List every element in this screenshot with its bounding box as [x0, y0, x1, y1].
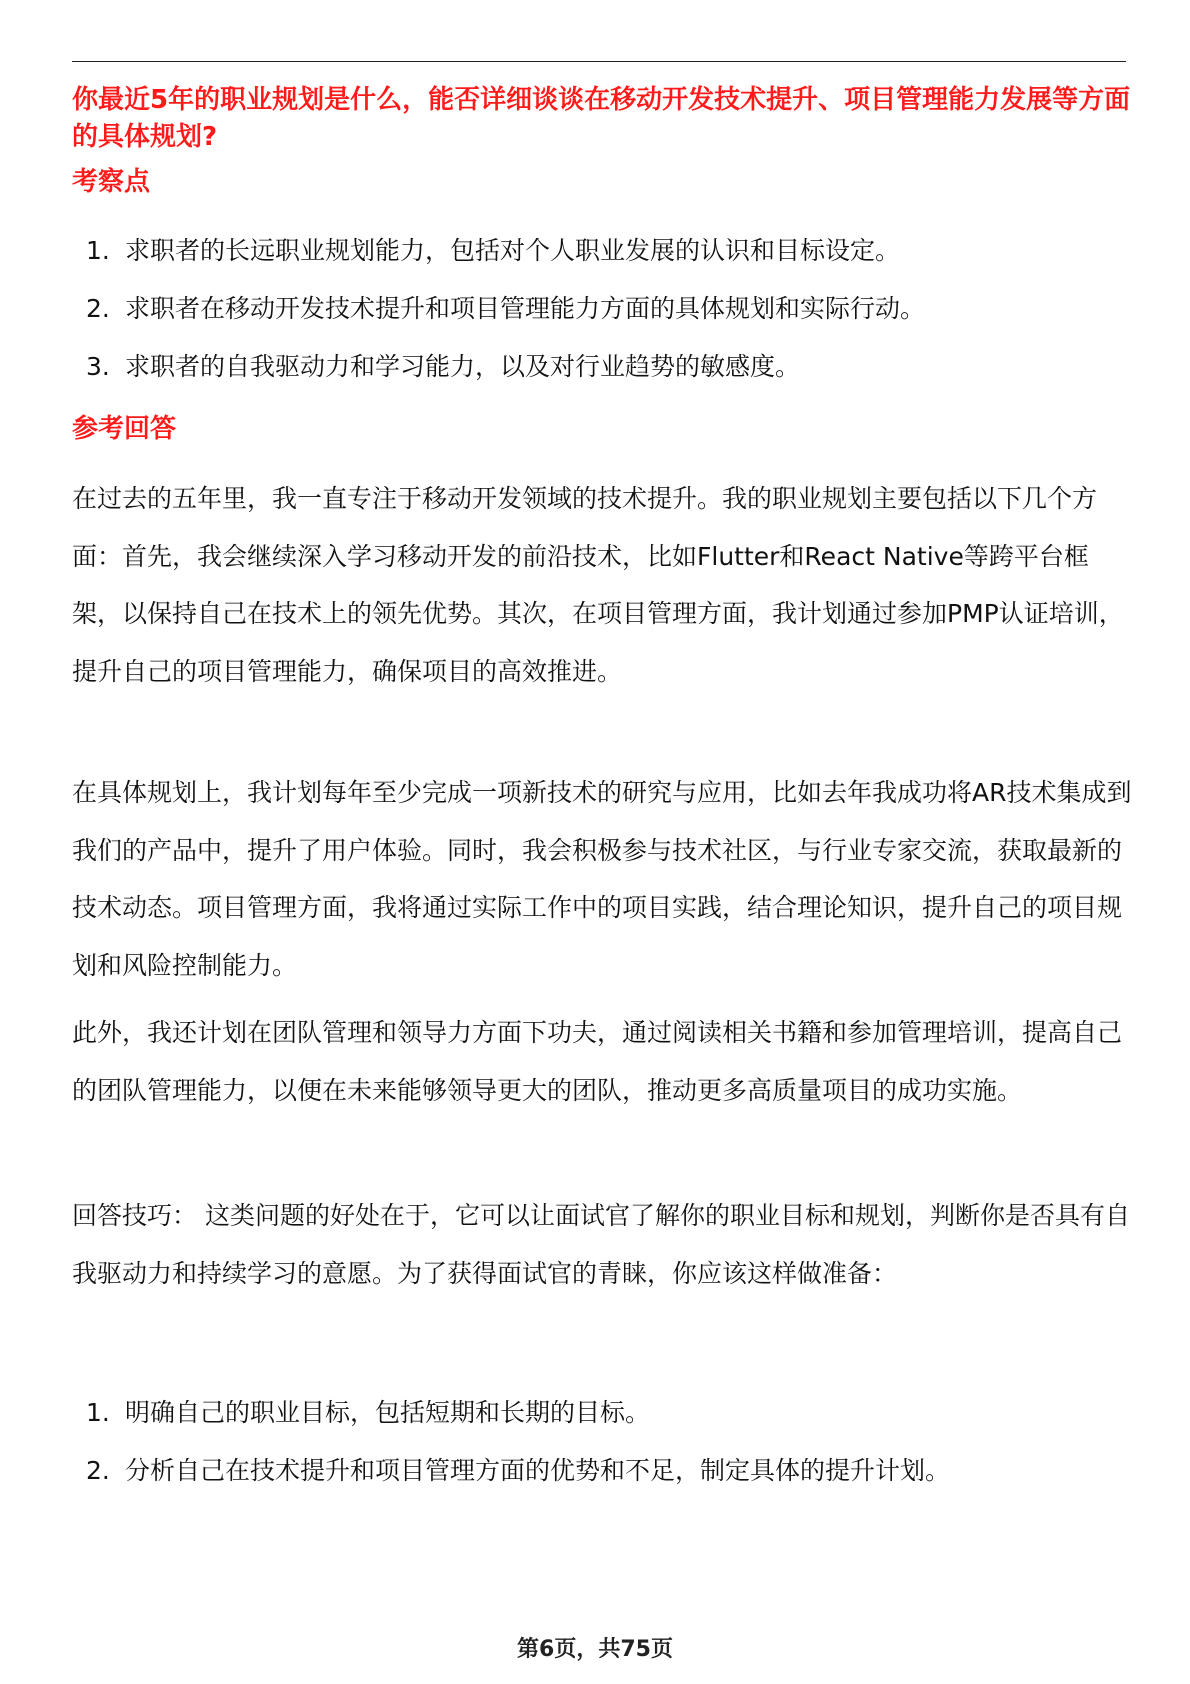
- tips-list: [0, 1396, 1190, 1512]
- question-heading: 你最近5年的职业规划是什么，能否详细谈谈在移动开发技术提升、项目管理能力发展等方面的具体规划?: [72, 85, 1131, 152]
- list-item-text: 求职者的长远职业规划能力，包括对个人职业发展的认识和目标设定。: [125, 236, 901, 265]
- list-item: [0, 292, 1190, 350]
- list-item-number: 3.: [86, 352, 110, 381]
- list-item: [0, 350, 1190, 408]
- list-item-text: 求职者的自我驱动力和学习能力，以及对行业趋势的敏感度。: [125, 352, 801, 381]
- exam-points-list: [0, 234, 1190, 408]
- list-item-number: 2.: [86, 1456, 110, 1485]
- exam-points-title: 考察点: [72, 167, 151, 197]
- list-item-number: 1.: [86, 1398, 110, 1427]
- answer-paragraph: 在过去的五年里，我一直专注于移动开发领域的技术提升。我的职业规划主要包括以下几个方面：首先，我会继续深入学习移动开发的前沿技术，比如Flutter和React Native等跨平台框架，以保持自己在技术上的领先优势。其次，在项目管理方面，我计划通过参加PMP认证培训，提升自己的项目管理能力，确保项目的高效推进。: [72, 484, 1124, 686]
- list-item: [0, 1454, 1190, 1512]
- list-item-text: 明确自己的职业目标，包括短期和长期的目标。: [125, 1398, 651, 1427]
- answer-paragraph: 此外，我还计划在团队管理和领导力方面下功夫，通过阅读相关书籍和参加管理培训，提高自己的团队管理能力，以便在未来能够领导更大的团队，推动更多高质量项目的成功实施。: [72, 1018, 1123, 1105]
- reference-answer-title: 参考回答: [72, 414, 177, 444]
- list-item: [0, 1396, 1190, 1454]
- answer-tips-paragraph: 回答技巧： 这类问题的好处在于，它可以让面试官了解你的职业目标和规划，判断你是否具有自我驱动力和持续学习的意愿。为了获得面试官的青睐，你应该这样做准备：: [72, 1201, 1130, 1288]
- header-divider: [72, 61, 1126, 62]
- list-item-number: 1.: [86, 236, 110, 265]
- page-number-footer: 第6页，共75页: [517, 1637, 673, 1662]
- list-item: [0, 234, 1190, 292]
- list-item-number: 2.: [86, 294, 110, 323]
- list-item-text: 求职者在移动开发技术提升和项目管理能力方面的具体规划和实际行动。: [125, 294, 926, 323]
- list-item-text: 分析自己在技术提升和项目管理方面的优势和不足，制定具体的提升计划。: [125, 1456, 951, 1485]
- answer-paragraph: 在具体规划上，我计划每年至少完成一项新技术的研究与应用，比如去年我成功将AR技术集成到我们的产品中，提升了用户体验。同时，我会积极参与技术社区，与行业专家交流，获取最新的技术动态。项目管理方面，我将通过实际工作中的项目实践，结合理论知识，提升自己的项目规划和风险控制能力。: [72, 778, 1132, 980]
